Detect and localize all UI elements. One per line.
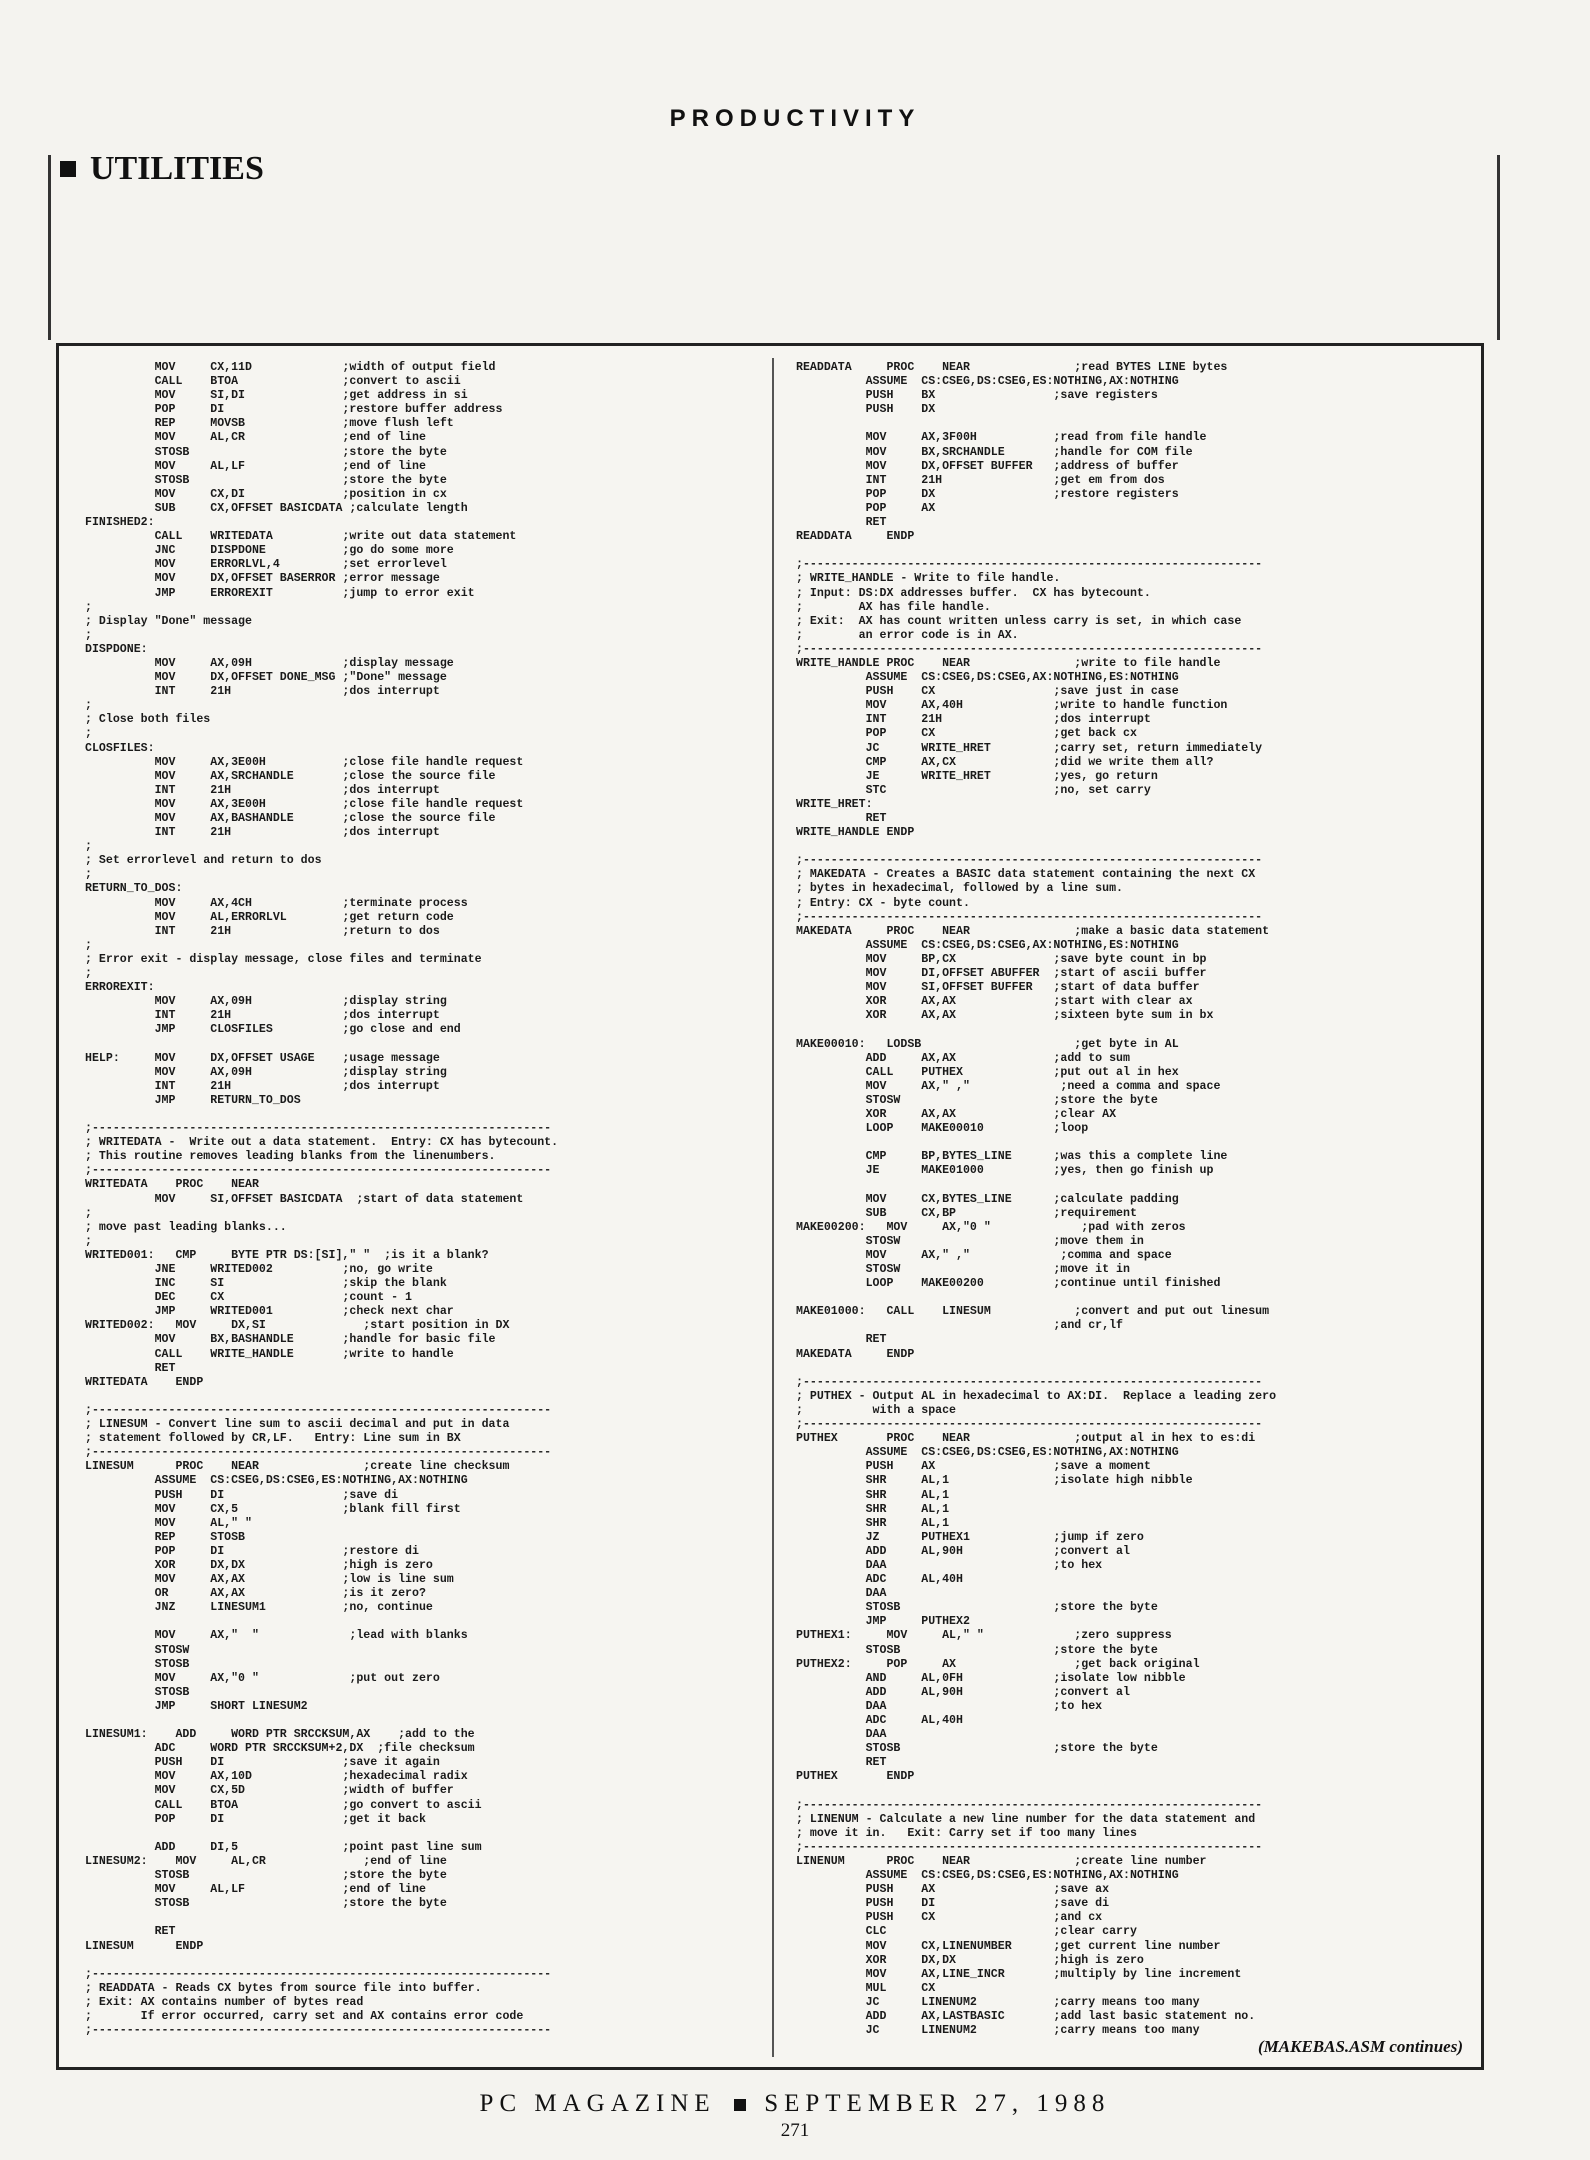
code-line: ;------------------------------------------------------------------ xyxy=(796,558,1263,572)
code-line: ; Exit: AX has count written unless carry is set, in which case xyxy=(796,614,1242,628)
code-line: REP MOVSB ;move flush left xyxy=(85,417,454,431)
code-line: MOV AX,BASHANDLE ;close the source file xyxy=(85,812,496,825)
code-line: LINENUM PROC NEAR ;create line number xyxy=(796,1854,1207,1868)
code-line: LINESUM1: ADD WORD PTR SRCCKSUM,AX ;add to the xyxy=(85,1728,475,1742)
code-line xyxy=(796,840,1486,854)
code-line: INC SI ;skip the blank xyxy=(85,1277,447,1291)
code-line: MOV AX,LINE_INCR ;multiply by line increment xyxy=(796,1967,1242,1981)
code-line: MOV AX,09H ;display string xyxy=(85,1065,447,1079)
code-line: MOV SI,OFFSET BASICDATA ;start of data statement xyxy=(85,1192,524,1206)
code-line: MAKE00200: MOV AX,"0 " ;pad with zeros xyxy=(796,1220,1186,1234)
code-line: MOV CX,5 ;blank fill first xyxy=(85,1502,461,1516)
code-line: ; LINESUM - Convert line sum to ascii decimal and put in data xyxy=(85,1418,510,1432)
code-line: PUSH BX ;save registers xyxy=(796,389,1158,403)
code-line: ;------------------------------------------------------------------ xyxy=(85,1967,552,1981)
code-line xyxy=(85,1615,775,1629)
code-line: ; xyxy=(85,727,92,741)
code-line: AND AL,0FH ;isolate low nibble xyxy=(796,1671,1186,1685)
code-line: ; If error occurred, carry set and AX contains error code xyxy=(85,2009,524,2023)
code-line: JZ PUTHEX1 ;jump if zero xyxy=(796,1530,1144,1544)
code-line: INT 21H ;dos interrupt xyxy=(85,685,440,699)
code-line: XOR AX,AX ;start with clear ax xyxy=(796,995,1193,1009)
code-line: ADD AX,AX ;add to sum xyxy=(796,1051,1130,1065)
code-line: MOV SI,DI ;get address in si xyxy=(85,389,468,403)
code-line: WRITED001: CMP BYTE PTR DS:[SI]," " ;is it a blank? xyxy=(85,1248,489,1262)
code-line: ;------------------------------------------------------------------ xyxy=(796,1375,1263,1389)
code-line: STOSB ;store the byte xyxy=(796,1742,1158,1756)
code-line: ; xyxy=(85,840,92,854)
code-line: DEC CX ;count - 1 xyxy=(85,1291,412,1305)
code-line: RET xyxy=(796,812,887,825)
code-line: MOV AX,09H ;display string xyxy=(85,995,447,1009)
code-line: MOV BX,SRCHANDLE ;handle for COM file xyxy=(796,445,1193,459)
code-line: XOR DX,DX ;high is zero xyxy=(85,1558,433,1572)
section-title xyxy=(60,150,264,188)
code-line: JMP SHORT LINESUM2 xyxy=(85,1699,308,1713)
code-line: ; PUTHEX - Output AL in hexadecimal to AX:DI. Replace a leading zero xyxy=(796,1389,1277,1403)
code-line: STOSB ;store the byte xyxy=(85,1897,447,1911)
code-line: MOV AL,CR ;end of line xyxy=(85,431,426,445)
code-line: ; xyxy=(85,967,92,981)
code-line: ;------------------------------------------------------------------ xyxy=(85,2024,552,2038)
code-line: MOV BX,BASHANDLE ;handle for basic file xyxy=(85,1333,496,1347)
code-line xyxy=(796,1023,1486,1037)
code-line: RET xyxy=(796,1756,887,1770)
code-line: INT 21H ;dos interrupt xyxy=(85,1009,440,1023)
code-line: MUL CX xyxy=(796,1981,936,1995)
code-line: ; xyxy=(85,1234,92,1248)
code-line: INT 21H ;return to dos xyxy=(85,924,440,938)
code-line: SHR AL,1 xyxy=(796,1516,950,1530)
code-line: ; xyxy=(85,1206,92,1220)
right-rule xyxy=(1497,155,1500,340)
code-line: ASSUME CS:CSEG,DS:CSEG,ES:NOTHING,AX:NOTHING xyxy=(796,375,1179,389)
code-line: STC ;no, set carry xyxy=(796,783,1151,797)
code-line: JE WRITE_HRET ;yes, go return xyxy=(796,769,1158,783)
code-line: STOSB ;store the byte xyxy=(85,445,447,459)
code-line: ; Entry: CX - byte count. xyxy=(796,896,970,910)
code-line: CALL WRITE_HANDLE ;write to handle xyxy=(85,1347,454,1361)
code-line: RET xyxy=(85,1361,176,1375)
code-line: MOV AX,3E00H ;close file handle request xyxy=(85,797,524,811)
code-line: POP CX ;get back cx xyxy=(796,727,1137,741)
code-line: MOV AL,LF ;end of line xyxy=(85,1883,426,1897)
code-line: ADD AL,90H ;convert al xyxy=(796,1685,1130,1699)
code-line xyxy=(796,1291,1486,1305)
code-line: MOV CX,DI ;position in cx xyxy=(85,487,447,501)
page-footer xyxy=(0,2090,1590,2118)
code-line: ;------------------------------------------------------------------ xyxy=(85,1446,552,1460)
code-line: ; Exit: AX contains number of bytes read xyxy=(85,1995,364,2009)
code-line: LINESUM ENDP xyxy=(85,1939,204,1953)
code-line xyxy=(85,1954,775,1968)
code-line: WRITEDATA PROC NEAR xyxy=(85,1178,259,1192)
code-line xyxy=(796,1178,1486,1192)
code-line: JC WRITE_HRET ;carry set, return immediately xyxy=(796,741,1263,755)
code-line: SHR AL,1 ;isolate high nibble xyxy=(796,1474,1193,1488)
publication-name: PC MAGAZINE xyxy=(479,2090,716,2117)
code-line: DAA ;to hex xyxy=(796,1558,1103,1572)
code-line: ; AX has file handle. xyxy=(796,600,991,614)
code-listing-box xyxy=(56,343,1484,2070)
code-line: ; WRITEDATA - Write out a data statement. Entry: CX has bytecount. xyxy=(85,1136,559,1150)
code-line: LOOP MAKE00010 ;loop xyxy=(796,1122,1089,1136)
code-line: ;------------------------------------------------------------------ xyxy=(85,1164,552,1178)
code-line: STOSW ;store the byte xyxy=(796,1093,1158,1107)
code-line: JNC DISPDONE ;go do some more xyxy=(85,544,454,558)
code-line: MOV AX," ," ;need a comma and space xyxy=(796,1079,1221,1093)
code-line: LINESUM2: MOV AL,CR ;end of line xyxy=(85,1854,447,1868)
code-line: STOSB ;store the byte xyxy=(85,473,447,487)
code-line: ADC AL,40H xyxy=(796,1714,963,1727)
code-line: REP STOSB xyxy=(85,1530,246,1544)
code-line: WRITE_HRET: xyxy=(796,797,873,811)
code-line: ASSUME CS:CSEG,DS:CSEG,ES:NOTHING,AX:NOTHING xyxy=(796,1446,1179,1460)
code-line: RETURN_TO_DOS: xyxy=(85,882,183,896)
code-line: RET xyxy=(796,516,887,530)
code-line: ;------------------------------------------------------------------ xyxy=(796,642,1263,656)
code-line: POP DI ;restore di xyxy=(85,1544,419,1558)
code-line: MOV DI,OFFSET ABUFFER ;start of ascii buffer xyxy=(796,967,1207,981)
code-line: CMP BP,BYTES_LINE ;was this a complete line xyxy=(796,1150,1228,1164)
code-line: ; move it in. Exit: Carry set if too many lines xyxy=(796,1826,1137,1840)
code-line xyxy=(796,544,1486,558)
code-line: STOSW ;move it in xyxy=(796,1263,1130,1276)
code-line: CALL WRITEDATA ;write out data statement xyxy=(85,530,517,544)
listing-right-column xyxy=(796,361,1486,2055)
code-line: SHR AL,1 xyxy=(796,1502,950,1516)
code-line: PUSH AX ;save a moment xyxy=(796,1460,1151,1474)
code-line: ASSUME CS:CSEG,DS:CSEG,AX:NOTHING,ES:NOTHING xyxy=(796,671,1179,685)
code-line: JMP WRITED001 ;check next char xyxy=(85,1305,454,1319)
code-line: INT 21H ;get em from dos xyxy=(796,473,1165,487)
code-line: PUSH DX xyxy=(796,403,936,417)
code-line: PUSH DI ;save it again xyxy=(85,1756,440,1770)
column-divider xyxy=(772,358,774,2057)
code-line: MOV CX,5D ;width of buffer xyxy=(85,1784,454,1798)
code-line: ASSUME CS:CSEG,DS:CSEG,AX:NOTHING,ES:NOTHING xyxy=(796,938,1179,952)
code-line: INT 21H ;dos interrupt xyxy=(85,783,440,797)
code-line: PUSH AX ;save ax xyxy=(796,1883,1110,1897)
code-line: ;and cr,lf xyxy=(796,1319,1123,1333)
code-line: JC LINENUM2 ;carry means too many xyxy=(796,2024,1200,2038)
code-line: LINESUM PROC NEAR ;create line checksum xyxy=(85,1460,510,1474)
code-line: ; Close both files xyxy=(85,713,211,727)
code-line: ; READDATA - Reads CX bytes from source file into buffer. xyxy=(85,1981,482,1995)
code-line: JMP ERROREXIT ;jump to error exit xyxy=(85,586,475,600)
code-line: READDATA PROC NEAR ;read BYTES LINE bytes xyxy=(796,361,1228,374)
code-line: ; with a space xyxy=(796,1403,957,1417)
code-line: POP DI ;restore buffer address xyxy=(85,403,503,417)
code-line xyxy=(85,1390,775,1404)
code-line: MOV ERRORLVL,4 ;set errorlevel xyxy=(85,558,447,572)
code-line xyxy=(85,1827,775,1841)
code-line xyxy=(85,1714,775,1728)
code-line: MOV AX,40H ;write to handle function xyxy=(796,699,1228,713)
square-bullet-icon xyxy=(60,161,76,177)
code-line: ;------------------------------------------------------------------ xyxy=(796,854,1263,868)
code-line: MOV AX," ," ;comma and space xyxy=(796,1248,1172,1262)
code-line: CMP AX,CX ;did we write them all? xyxy=(796,755,1214,769)
code-line xyxy=(85,1911,775,1925)
code-line: MAKEDATA PROC NEAR ;make a basic data statement xyxy=(796,924,1270,938)
code-line: JNZ LINESUM1 ;no, continue xyxy=(85,1601,433,1615)
code-line: ; This routine removes leading blanks from the linenumbers. xyxy=(85,1150,496,1164)
left-rule xyxy=(48,155,51,340)
code-line: ; an error code is in AX. xyxy=(796,628,1019,642)
page-number: 271 xyxy=(780,2120,810,2141)
code-line: MAKE01000: CALL LINESUM ;convert and put out linesum xyxy=(796,1305,1270,1319)
code-line: ; Input: DS:DX addresses buffer. CX has bytecount. xyxy=(796,586,1151,600)
code-line: MOV AX,"0 " ;put out zero xyxy=(85,1671,440,1685)
code-line: ; xyxy=(85,868,92,882)
code-line: INT 21H ;dos interrupt xyxy=(85,1079,440,1093)
code-line: PUSH CX ;and cx xyxy=(796,1911,1103,1925)
code-line: DISPDONE: xyxy=(85,642,148,656)
code-line: JC LINENUM2 ;carry means too many xyxy=(796,1995,1200,2009)
code-line: ; MAKEDATA - Creates a BASIC data statement containing the next CX xyxy=(796,868,1256,882)
code-line xyxy=(796,1784,1486,1798)
code-line: MOV CX,LINENUMBER ;get current line number xyxy=(796,1939,1221,1953)
code-line: MOV AX,4CH ;terminate process xyxy=(85,896,468,910)
code-line: READDATA ENDP xyxy=(796,530,915,544)
code-line: PUSH DI ;save di xyxy=(796,1897,1110,1911)
code-line: STOSW ;move them in xyxy=(796,1234,1144,1248)
code-line: STOSB ;store the byte xyxy=(796,1601,1158,1615)
code-line: ; bytes in hexadecimal, followed by a line sum. xyxy=(796,882,1123,896)
code-line: ; xyxy=(85,628,92,642)
code-line xyxy=(85,1038,775,1052)
code-line: ;------------------------------------------------------------------ xyxy=(796,910,1263,924)
code-line: ; Set errorlevel and return to dos xyxy=(85,854,322,868)
code-line: RET xyxy=(796,1333,887,1347)
code-line: MOV AX," " ;lead with blanks xyxy=(85,1629,468,1643)
code-line: MOV DX,OFFSET DONE_MSG ;"Done" message xyxy=(85,671,447,685)
code-line: ;------------------------------------------------------------------ xyxy=(796,1418,1263,1432)
code-line: ; xyxy=(85,600,92,614)
code-line: STOSW xyxy=(85,1643,190,1657)
code-line: WRITE_HANDLE PROC NEAR ;write to file handle xyxy=(796,656,1221,670)
code-line: ;------------------------------------------------------------------ xyxy=(85,1122,552,1136)
code-line: MOV AX,SRCHANDLE ;close the source file xyxy=(85,769,496,783)
code-line: JE MAKE01000 ;yes, then go finish up xyxy=(796,1164,1214,1178)
code-line: MOV AL,LF ;end of line xyxy=(85,459,426,473)
code-line: POP DX ;restore registers xyxy=(796,487,1179,501)
code-line: LOOP MAKE00200 ;continue until finished xyxy=(796,1277,1221,1291)
code-line: MAKEDATA ENDP xyxy=(796,1347,915,1361)
code-line: MOV AL," " xyxy=(85,1516,252,1530)
code-line: STOSB xyxy=(85,1657,190,1671)
code-line: XOR DX,DX ;high is zero xyxy=(796,1953,1144,1967)
code-line: ADD DI,5 ;point past line sum xyxy=(85,1840,482,1854)
code-line: MOV BP,CX ;save byte count in bp xyxy=(796,952,1207,966)
code-line: MOV SI,OFFSET BUFFER ;start of data buffer xyxy=(796,981,1200,995)
code-line: PUTHEX ENDP xyxy=(796,1770,915,1784)
code-line: CALL BTOA ;go convert to ascii xyxy=(85,1798,482,1812)
code-line: ASSUME CS:CSEG,DS:CSEG,ES:NOTHING,AX:NOTHING xyxy=(796,1869,1179,1883)
code-line: CLOSFILES: xyxy=(85,741,155,755)
code-line: JNE WRITED002 ;no, go write xyxy=(85,1263,433,1276)
code-line: MOV DX,OFFSET BASERROR ;error message xyxy=(85,572,440,586)
code-line: STOSB ;store the byte xyxy=(796,1643,1158,1657)
code-line: ; move past leading blanks... xyxy=(85,1220,287,1234)
code-line: PUSH CX ;save just in case xyxy=(796,685,1179,699)
code-line: ERROREXIT: xyxy=(85,981,155,995)
code-line: ; xyxy=(85,699,92,713)
code-line: ;------------------------------------------------------------------ xyxy=(796,1798,1263,1812)
code-line: MOV AX,AX ;low is line sum xyxy=(85,1573,454,1587)
code-line: MAKE00010: LODSB ;get byte in AL xyxy=(796,1037,1179,1051)
code-line: ; statement followed by CR,LF. Entry: Line sum in BX xyxy=(85,1432,461,1446)
code-line: PUSH DI ;save di xyxy=(85,1488,399,1502)
code-line: SUB CX,OFFSET BASICDATA ;calculate length xyxy=(85,501,468,515)
code-line: ADC AL,40H xyxy=(796,1573,963,1587)
code-line: JMP RETURN_TO_DOS xyxy=(85,1093,301,1107)
code-line: HELP: MOV DX,OFFSET USAGE ;usage message xyxy=(85,1051,440,1065)
code-line: CALL PUTHEX ;put out al in hex xyxy=(796,1065,1179,1079)
code-line: DAA ;to hex xyxy=(796,1699,1103,1713)
code-line: DAA xyxy=(796,1728,887,1742)
code-line: DAA xyxy=(796,1587,887,1601)
running-head: PRODUCTIVITY xyxy=(669,105,921,132)
code-line: XOR AX,AX ;sixteen byte sum in bx xyxy=(796,1009,1214,1023)
code-line: WRITE_HANDLE ENDP xyxy=(796,826,915,840)
code-line: CALL BTOA ;convert to ascii xyxy=(85,375,461,389)
section-title-text: UTILITIES xyxy=(90,150,264,187)
code-line: MOV AX,10D ;hexadecimal radix xyxy=(85,1770,468,1784)
code-line: STOSB ;store the byte xyxy=(85,1869,447,1883)
code-line: MOV AX,09H ;display message xyxy=(85,656,454,670)
code-line: ADD AX,LASTBASIC ;add last basic statement no. xyxy=(796,2009,1256,2023)
square-separator-icon xyxy=(734,2099,746,2111)
code-line: INT 21H ;dos interrupt xyxy=(85,826,440,840)
code-line: PUTHEX2: POP AX ;get back original xyxy=(796,1657,1200,1671)
code-line: WRITEDATA ENDP xyxy=(85,1375,204,1389)
code-line: ; Error exit - display message, close files and terminate xyxy=(85,952,482,966)
code-line: ; WRITE_HANDLE - Write to file handle. xyxy=(796,572,1061,586)
code-line: XOR AX,AX ;clear AX xyxy=(796,1107,1117,1121)
issue-date: SEPTEMBER 27, 1988 xyxy=(764,2090,1111,2117)
code-line: STOSB xyxy=(85,1685,190,1699)
code-line: MOV AL,ERRORLVL ;get return code xyxy=(85,910,454,924)
code-line: WRITED002: MOV DX,SI ;start position in DX xyxy=(85,1319,510,1333)
code-line: MOV AX,3F00H ;read from file handle xyxy=(796,431,1207,445)
code-line: CLC ;clear carry xyxy=(796,1925,1137,1939)
code-line xyxy=(85,1108,775,1122)
code-line: ASSUME CS:CSEG,DS:CSEG,ES:NOTHING,AX:NOTHING xyxy=(85,1474,468,1488)
code-line: MOV CX,BYTES_LINE ;calculate padding xyxy=(796,1192,1179,1206)
code-line: ;------------------------------------------------------------------ xyxy=(85,1403,552,1417)
code-line: ADC WORD PTR SRCCKSUM+2,DX ;file checksum xyxy=(85,1742,475,1756)
code-line: MOV DX,OFFSET BUFFER ;address of buffer xyxy=(796,459,1179,473)
code-line: PUTHEX PROC NEAR ;output al in hex to es:di xyxy=(796,1432,1256,1446)
code-line: ; Display "Done" message xyxy=(85,614,252,628)
code-line: POP AX xyxy=(796,501,936,515)
code-line: JMP CLOSFILES ;go close and end xyxy=(85,1023,461,1037)
code-line: RET xyxy=(85,1925,176,1939)
code-line: ; xyxy=(85,938,92,952)
code-line: MOV AX,3E00H ;close file handle request xyxy=(85,755,524,769)
code-line: ADD AL,90H ;convert al xyxy=(796,1544,1130,1558)
code-line: SHR AL,1 xyxy=(796,1488,950,1502)
continues-note: (MAKEBAS.ASM continues) xyxy=(1257,2037,1463,2056)
code-line: POP DI ;get it back xyxy=(85,1812,426,1826)
code-line: FINISHED2: xyxy=(85,516,155,530)
code-line: OR AX,AX ;is it zero? xyxy=(85,1587,426,1601)
listing-left-column xyxy=(85,361,775,2055)
code-line: ; LINENUM - Calculate a new line number for the data statement and xyxy=(796,1812,1256,1826)
code-line: SUB CX,BP ;requirement xyxy=(796,1206,1137,1220)
code-line: MOV CX,11D ;width of output field xyxy=(85,361,496,374)
code-line: ;------------------------------------------------------------------ xyxy=(796,1840,1263,1854)
code-line: INT 21H ;dos interrupt xyxy=(796,713,1151,727)
code-line xyxy=(796,1362,1486,1376)
code-line xyxy=(796,417,1486,431)
code-line xyxy=(796,1136,1486,1150)
code-line: PUTHEX1: MOV AL," " ;zero suppress xyxy=(796,1629,1172,1643)
code-line: JMP PUTHEX2 xyxy=(796,1615,970,1629)
